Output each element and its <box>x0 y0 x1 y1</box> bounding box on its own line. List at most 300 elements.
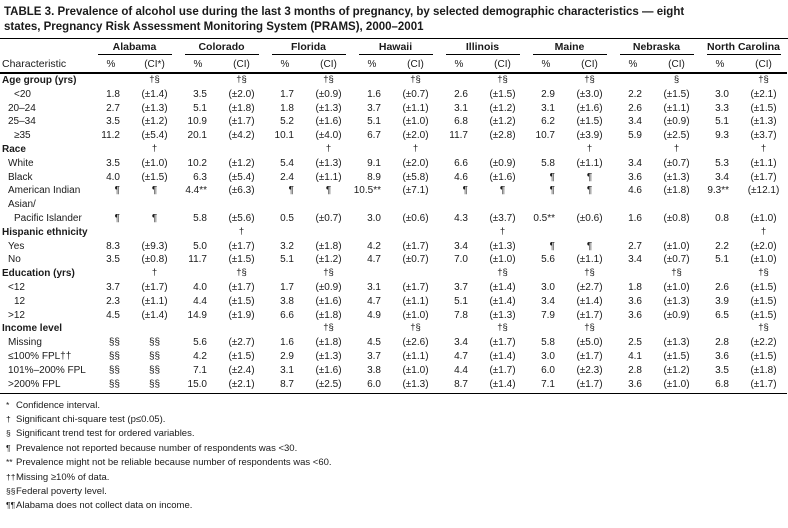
ci-cell: (±1.8) <box>750 364 777 376</box>
pct-cell <box>613 226 653 240</box>
ci-cell: (±3.9) <box>576 130 603 142</box>
ci-cell: (±12.1) <box>747 185 780 197</box>
ci-cell: (±1.1) <box>402 350 429 362</box>
pct-cell: 2.8 <box>628 364 642 376</box>
ci-cell: (±1.7) <box>489 337 516 349</box>
ci-cell: (±2.7) <box>228 337 255 349</box>
pct-cell <box>352 226 392 240</box>
ci-cell: (±1.8) <box>663 185 690 197</box>
ci-cell: (±1.3) <box>315 350 342 362</box>
ci-cell: (±1.7) <box>566 378 613 394</box>
ci-cell: (±3.7) <box>489 212 516 224</box>
ci-cell: (±1.1) <box>576 254 603 266</box>
ci-cell: (±1.7) <box>576 350 603 362</box>
pct-cell: 4.6 <box>628 185 642 197</box>
pct-cell: 4.2 <box>367 240 381 252</box>
sig-mark-cell: †§ <box>671 267 682 279</box>
sig-mark-cell: †§ <box>323 74 334 85</box>
pct-cell: 4.7 <box>367 295 381 307</box>
ci-cell: (±1.7) <box>228 281 255 293</box>
pct-cell <box>439 73 479 88</box>
ci-cell <box>653 198 700 212</box>
table-row <box>0 88 787 102</box>
pct-cell <box>700 73 740 88</box>
ci-header: (CI) <box>392 55 439 73</box>
ci-cell: (±1.1) <box>663 102 690 114</box>
pct-cell: 4.4 <box>454 364 468 376</box>
pct-cell <box>178 143 218 157</box>
pct-cell: 2.3 <box>106 295 120 307</box>
pct-cell: 3.5 <box>193 88 207 100</box>
pct-cell: 4.5 <box>367 337 381 349</box>
ci-cell: (±1.6) <box>576 102 603 114</box>
footnote <box>6 485 788 499</box>
row-label: Pacific Islander <box>14 212 82 224</box>
footnote-marker: §§ <box>6 485 16 496</box>
pct-cell <box>91 198 131 212</box>
pct-cell: 1.8 <box>106 88 120 100</box>
row-label: 12 <box>14 295 26 307</box>
sig-mark-cell: †§ <box>758 74 769 85</box>
pct-cell: 6.2 <box>541 116 555 128</box>
ci-cell: (±1.5) <box>663 88 690 100</box>
footnote <box>6 471 788 485</box>
ci-cell: (±1.2) <box>141 116 168 128</box>
pct-cell: 1.8 <box>628 281 642 293</box>
ci-cell: ¶ <box>499 185 506 197</box>
pct-cell: 10.7 <box>535 130 555 142</box>
ci-cell: (±1.4) <box>489 281 516 293</box>
sig-mark-cell: †§ <box>410 74 421 85</box>
pct-cell: 3.0 <box>541 350 555 362</box>
pct-cell: 8.9 <box>367 171 381 183</box>
pct-cell: 5.6 <box>193 337 207 349</box>
ci-cell: (±2.3) <box>576 364 603 376</box>
pct-cell: §§ <box>108 350 120 362</box>
row-label: Black <box>8 171 33 183</box>
row-label: Education (yrs) <box>2 268 75 280</box>
pct-cell <box>91 143 131 157</box>
sig-mark-cell <box>566 226 613 240</box>
pct-cell <box>352 267 392 281</box>
sig-mark-cell <box>131 322 178 336</box>
pct-cell: 0.5** <box>533 212 555 224</box>
ci-cell: (±1.7) <box>576 309 603 321</box>
pct-cell: 9.3** <box>707 185 729 197</box>
pct-cell: 6.0 <box>541 364 555 376</box>
state-header <box>439 40 526 55</box>
footnote-marker: ¶ <box>6 442 11 453</box>
ci-cell: §§ <box>148 364 161 376</box>
pct-cell: ¶ <box>549 185 555 197</box>
ci-cell: (±0.7) <box>402 88 429 100</box>
sig-mark-cell <box>131 226 178 240</box>
ci-cell <box>392 198 439 212</box>
pct-cell: 4.6 <box>454 171 468 183</box>
pct-cell: 4.7 <box>367 254 381 266</box>
ci-cell: (±0.7) <box>663 254 690 266</box>
pct-cell <box>178 198 218 212</box>
ci-cell: (±3.7) <box>750 130 777 142</box>
pct-cell: 4.2 <box>193 350 207 362</box>
pct-cell: 2.6 <box>715 281 729 293</box>
pct-cell: 11.2 <box>101 130 120 142</box>
footnote-text: Alabama does not collect data on income. <box>16 500 193 512</box>
sig-mark-cell: †§ <box>149 74 160 85</box>
ci-cell: (±1.5) <box>576 116 603 128</box>
pct-cell: 4.4** <box>185 185 207 197</box>
pct-cell: 3.6 <box>715 350 729 362</box>
pct-cell: 1.6 <box>280 337 294 349</box>
pct-cell <box>526 226 566 240</box>
pct-cell <box>178 267 218 281</box>
table-row <box>0 171 787 185</box>
ci-cell: ¶ <box>586 240 593 252</box>
ci-cell: (±1.3) <box>663 337 690 349</box>
ci-cell: ¶ <box>151 185 158 197</box>
pct-cell: 4.7 <box>454 350 468 362</box>
footnote-text: Prevalence not reported because number of respondents was <30. <box>16 442 298 454</box>
pct-cell <box>613 198 653 212</box>
ci-cell: (±1.0) <box>663 281 690 293</box>
ci-cell: (±1.5) <box>750 350 777 362</box>
ci-cell: (±1.0) <box>653 378 700 394</box>
ci-cell: §§ <box>131 378 178 394</box>
pct-cell: 2.9 <box>280 350 294 362</box>
ci-cell: (±1.2) <box>228 157 255 169</box>
state-name-label: North Carolina <box>707 41 780 53</box>
table-row <box>0 102 787 116</box>
state-header <box>526 40 613 55</box>
footnote-text: Missing ≥10% of data. <box>16 471 110 483</box>
ci-cell: (±1.5) <box>663 350 690 362</box>
pct-cell <box>700 226 740 240</box>
ci-cell: (±1.4) <box>141 88 168 100</box>
ci-cell: (±5.0) <box>576 337 603 349</box>
ci-cell: (±0.9) <box>315 281 342 293</box>
ci-cell: ¶ <box>151 212 158 224</box>
section-row <box>0 322 787 336</box>
row-label: Asian/ <box>8 199 36 211</box>
sig-mark-cell: †§ <box>236 267 247 279</box>
row-label: <20 <box>14 88 31 100</box>
ci-cell: (±1.5) <box>228 350 255 362</box>
row-label: No <box>8 254 21 266</box>
sig-mark-cell: †§ <box>758 322 769 334</box>
ci-cell: (±5.4) <box>141 130 168 142</box>
pct-cell: 4.0 <box>106 171 120 183</box>
pct-cell: 7.1 <box>526 378 566 394</box>
table-row <box>0 364 787 378</box>
table-row <box>0 295 787 309</box>
pct-cell: 3.2 <box>280 240 294 252</box>
ci-cell: (±1.8) <box>315 240 342 252</box>
ci-cell: (±1.8) <box>315 309 342 321</box>
sig-mark-cell <box>653 322 700 336</box>
ci-cell: (±1.5) <box>228 254 255 266</box>
table-row <box>0 336 787 350</box>
ci-cell: (±1.7) <box>489 364 516 376</box>
pct-cell: 3.5 <box>106 116 120 128</box>
ci-cell: (±1.4) <box>489 350 516 362</box>
table-row <box>0 309 787 323</box>
ci-cell <box>566 198 613 212</box>
ci-cell: (±0.7) <box>663 157 690 169</box>
pct-cell: 3.5 <box>106 254 120 266</box>
ci-cell: (±0.9) <box>315 88 342 100</box>
ci-cell: (±1.8) <box>228 102 255 114</box>
pct-cell <box>526 143 566 157</box>
pct-cell: 6.8 <box>454 116 468 128</box>
pct-cell: 3.4 <box>541 295 555 307</box>
ci-cell: (±1.1) <box>402 102 429 114</box>
pct-cell: 5.0 <box>193 240 207 252</box>
pct-cell: 3.6 <box>628 295 642 307</box>
pct-cell: 6.6 <box>454 157 468 169</box>
pct-cell: 8.3 <box>106 240 120 252</box>
footnote <box>6 499 788 513</box>
pct-cell: 5.2 <box>280 116 294 128</box>
sig-mark-cell: † <box>586 142 593 154</box>
pct-cell: 2.5 <box>628 337 642 349</box>
pct-cell <box>439 226 479 240</box>
ci-cell: ¶ <box>325 185 332 197</box>
pct-cell: 2.6 <box>454 88 468 100</box>
sig-mark-cell <box>653 226 700 240</box>
ci-cell: (±1.7) <box>228 240 255 252</box>
sig-mark-cell: †§ <box>758 267 769 279</box>
sig-mark-cell: †§ <box>323 322 334 334</box>
ci-cell: (±9.3) <box>141 240 168 252</box>
footnote-text: Federal poverty level. <box>16 485 107 497</box>
pct-cell: ¶ <box>462 185 468 197</box>
pct-cell: 6.7 <box>367 130 381 142</box>
pct-cell: 3.7 <box>106 281 120 293</box>
pct-cell: 5.1 <box>715 254 729 266</box>
pct-cell: 3.8 <box>280 295 294 307</box>
pct-cell: 3.4 <box>628 116 642 128</box>
pct-cell: 3.4 <box>628 157 642 169</box>
sig-mark-cell: † <box>412 142 419 154</box>
pct-cell <box>352 322 392 336</box>
ci-cell: (±1.2) <box>489 102 516 114</box>
pct-cell: 3.8 <box>367 364 381 376</box>
pct-cell: 1.7 <box>280 281 294 293</box>
pct-cell <box>91 73 131 88</box>
pct-header: % <box>352 55 392 73</box>
sig-mark-cell <box>218 322 265 336</box>
pct-cell: 3.6 <box>628 171 642 183</box>
characteristic-header: Characteristic <box>0 55 91 73</box>
sig-mark-cell: † <box>760 225 767 237</box>
footnote <box>6 427 788 441</box>
state-header <box>265 40 352 55</box>
ci-cell: (±2.0) <box>228 88 255 100</box>
ci-cell: (±1.4) <box>489 295 516 307</box>
table-row <box>0 129 787 143</box>
pct-cell: 1.7 <box>280 88 294 100</box>
ci-cell: (±2.6) <box>402 337 429 349</box>
pct-cell: 0.8 <box>715 212 729 224</box>
ci-header: (CI) <box>740 55 787 73</box>
footnote-marker: * <box>6 399 10 410</box>
ci-cell: (±1.3) <box>489 309 516 321</box>
sig-mark-cell: § <box>673 74 680 85</box>
ci-cell: (±5.4) <box>228 171 255 183</box>
pct-cell: 0.5 <box>280 212 294 224</box>
pct-cell: 3.1 <box>367 281 381 293</box>
pct-cell: 8.7 <box>265 378 305 394</box>
pct-cell: 7.1 <box>193 364 207 376</box>
pct-cell: 3.4 <box>628 254 642 266</box>
sig-mark-cell: †§ <box>584 322 595 334</box>
state-header <box>700 40 787 55</box>
ci-cell: (±1.5) <box>141 171 168 183</box>
ci-cell: (±1.5) <box>489 88 516 100</box>
table-title-line2: states, Pregnancy Risk Assessment Monitoring System (PRAMS), 2000–2001 <box>4 21 424 33</box>
ci-cell <box>740 198 787 212</box>
ci-cell: (±1.7) <box>740 378 787 394</box>
pct-cell: 4.1 <box>628 350 642 362</box>
pct-cell: 11.7 <box>449 130 468 142</box>
pct-header: % <box>265 55 305 73</box>
ci-cell: (±1.8) <box>315 337 342 349</box>
ci-cell: (±1.6) <box>489 171 516 183</box>
ci-cell: (±1.3) <box>315 157 342 169</box>
pct-cell: 3.1 <box>280 364 294 376</box>
pct-cell <box>91 322 131 336</box>
table-row <box>0 198 787 212</box>
ci-cell: (±5.8) <box>402 171 429 183</box>
pct-cell: 3.0 <box>367 212 381 224</box>
pct-cell: 9.1 <box>367 157 381 169</box>
ci-cell: (±1.5) <box>750 295 777 307</box>
pct-cell: 15.0 <box>178 378 218 394</box>
pct-cell: 2.6 <box>628 102 642 114</box>
pct-cell <box>613 143 653 157</box>
table-row <box>0 240 787 254</box>
row-label: >200% FPL <box>0 378 91 394</box>
ci-cell: (±2.5) <box>305 378 352 394</box>
state-name-label: Illinois <box>446 41 520 55</box>
pct-cell <box>178 226 218 240</box>
pct-cell <box>178 73 218 88</box>
state-name-label: Nebraska <box>620 41 694 55</box>
pct-cell: 3.6 <box>613 378 653 394</box>
row-label: 25–34 <box>8 116 36 128</box>
row-label: ≥35 <box>14 130 31 142</box>
ci-cell: (±5.6) <box>228 212 255 224</box>
ci-cell: (±0.6) <box>576 212 603 224</box>
row-label: Age group (yrs) <box>2 75 77 86</box>
pct-cell: 4.0 <box>193 281 207 293</box>
ci-cell: (±1.7) <box>402 281 429 293</box>
ci-cell: (±1.6) <box>315 364 342 376</box>
pct-header: % <box>178 55 218 73</box>
ci-cell: (±1.9) <box>228 309 255 321</box>
ci-header: (CI) <box>218 55 265 73</box>
pct-cell: 9.3 <box>715 130 729 142</box>
pct-cell: 3.7 <box>367 350 381 362</box>
table-title <box>0 0 788 39</box>
pct-cell <box>526 322 566 336</box>
ci-cell: (±1.4) <box>141 309 168 321</box>
pct-cell <box>700 267 740 281</box>
ci-header: (CI) <box>653 55 700 73</box>
ci-cell: (±1.5) <box>228 295 255 307</box>
pct-cell: 5.4 <box>280 157 294 169</box>
ci-cell: (±1.7) <box>750 171 777 183</box>
sig-mark-cell: †§ <box>584 267 595 279</box>
pct-cell: ¶ <box>549 240 555 252</box>
pct-cell: 2.2 <box>628 88 642 100</box>
pct-cell: 2.9 <box>541 88 555 100</box>
pct-cell: 7.8 <box>454 309 468 321</box>
pct-cell <box>352 198 392 212</box>
pct-cell: 2.7 <box>106 102 120 114</box>
ci-header: (CI) <box>566 55 613 73</box>
pct-cell: ¶ <box>114 185 120 197</box>
pct-cell: §§ <box>108 337 120 349</box>
ci-cell: §§ <box>148 337 161 349</box>
pct-cell: 3.1 <box>454 102 468 114</box>
footnote <box>6 442 788 456</box>
ci-cell: (±4.0) <box>315 130 342 142</box>
pct-cell: 3.4 <box>454 240 468 252</box>
row-label: American Indian <box>8 185 81 197</box>
state-header <box>352 40 439 55</box>
row-label: 101%–200% FPL <box>8 364 86 376</box>
pct-cell: 1.6 <box>367 88 381 100</box>
pct-cell <box>265 73 305 88</box>
pct-cell: 6.3 <box>193 171 207 183</box>
sig-mark-cell: † <box>151 267 158 279</box>
sig-mark-cell: †§ <box>323 267 334 279</box>
pct-cell: 7.9 <box>541 309 555 321</box>
ci-cell: (±0.8) <box>663 212 690 224</box>
pct-header: % <box>700 55 740 73</box>
pct-cell <box>526 198 566 212</box>
pct-cell: ¶ <box>549 171 555 183</box>
pct-cell: 1.8 <box>280 102 294 114</box>
pct-cell <box>613 73 653 88</box>
pct-cell <box>700 322 740 336</box>
table-row <box>0 253 787 267</box>
table-header <box>0 40 787 73</box>
pct-cell: 3.4 <box>715 171 729 183</box>
pct-cell: §§ <box>91 378 131 394</box>
footnote <box>6 413 788 427</box>
ci-cell: §§ <box>148 350 161 362</box>
pct-cell <box>91 226 131 240</box>
pct-cell: 3.5 <box>106 157 120 169</box>
pct-cell: 5.8 <box>541 337 555 349</box>
pct-cell: 2.8 <box>715 337 729 349</box>
pct-cell: 6.0 <box>352 378 392 394</box>
row-label: Yes <box>8 240 25 252</box>
table-row <box>0 157 787 171</box>
footnote-text: Confidence interval. <box>16 399 100 411</box>
column-header-row <box>0 55 787 73</box>
pct-cell: 5.3 <box>715 157 729 169</box>
pct-cell: 5.1 <box>454 295 468 307</box>
pct-cell: 6.8 <box>700 378 740 394</box>
sig-mark-cell <box>218 143 265 157</box>
ci-cell: (±1.6) <box>315 116 342 128</box>
pct-cell: 4.4 <box>193 295 207 307</box>
ci-cell: ¶ <box>586 185 593 197</box>
ci-cell: (±2.0) <box>402 130 429 142</box>
